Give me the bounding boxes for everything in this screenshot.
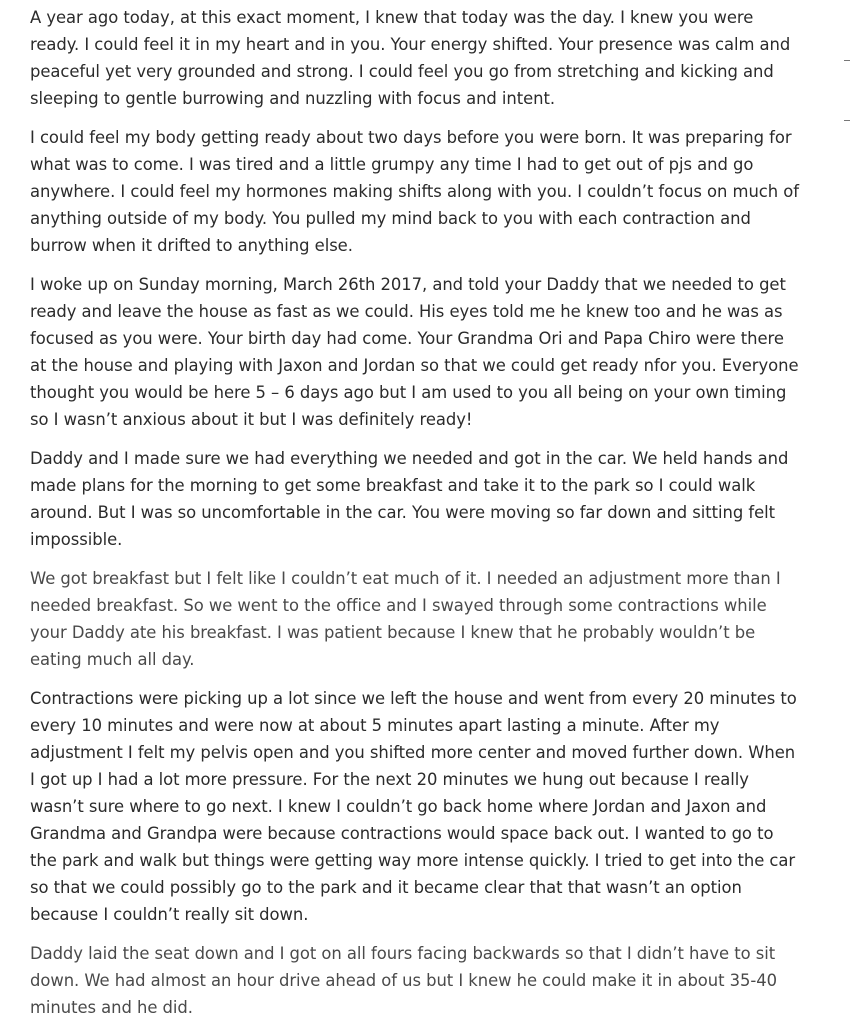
paragraph-5: We got breakfast but I felt like I couldn’t eat much of it. I needed an adjustment more than I needed breakfast. So we went to the office and I swayed through some contractions while your Daddy ate his breakfast. I was patient because I knew that he probably wouldn’t be eating much all day.: [30, 569, 781, 669]
paragraph-4: Daddy and I made sure we had everything we needed and got in the car. We held hands and made plans for the morning to get some breakfast and take it to the park so I could walk around. But I was so uncomfortable in the car. You were moving so far down and sitting felt impossible.: [30, 449, 789, 549]
edge-divider-mark: [844, 60, 850, 61]
article-body: [30, 4, 802, 1033]
paragraph-6: Contractions were picking up a lot since we left the house and went from every 20 minutes to every 10 minutes and were now at about 5 minutes apart lasting a minute. After my adjustment I felt my pelvis open and you shifted more center and moved further down. When I got up I had a lot more pressure. For the next 20 minutes we hung out because I really wasn’t sure where to go next. I knew I couldn’t go back home where Jordan and Jaxon and Grandma and Grandpa were because contractions would space back out. I wanted to go to the park and walk but things were getting way more intense quickly. I tried to get into the car so that we could possibly go to the park and it became clear that that wasn’t an option because I couldn’t really sit down.: [30, 689, 797, 924]
paragraph-1: A year ago today, at this exact moment, I knew that today was the day. I knew you were ready. I could feel it in my heart and in you. Your energy shifted. Your presence was calm and peaceful yet very grounded and strong. I could feel you go from stretching and kicking and sleeping to gentle burrowing and nuzzling with focus and intent.: [30, 8, 791, 108]
paragraph-2: I could feel my body getting ready about two days before you were born. It was preparing for what was to come. I was tired and a little grumpy any time I had to get out of pjs and go anywhere. I could feel my hormones making shifts along with you. I couldn’t focus on much of anything outside of my body. You pulled my mind back to you with each contraction and burrow when it drifted to anything else.: [30, 128, 799, 255]
edge-divider-mark: [844, 120, 850, 121]
paragraph-7: Daddy laid the seat down and I got on all fours facing backwards so that I didn’t have to sit down. We had almost an hour drive ahead of us but I knew he could make it in about 35-40 minutes and he did.: [30, 944, 778, 1017]
paragraph-3: I woke up on Sunday morning, March 26th 2017, and told your Daddy that we needed to get ready and leave the house as fast as we could. His eyes told me he knew too and he was as focused as you were. Your birth day had come. Your Grandma Ori and Papa Chiro were there at the house and playing with Jaxon and Jordan so that we could get ready nfor you. Everyone thought you would be here 5 – 6 days ago but I am used to you all being on your own timing so I wasn’t anxious about it but I was definitely ready!: [30, 275, 799, 429]
